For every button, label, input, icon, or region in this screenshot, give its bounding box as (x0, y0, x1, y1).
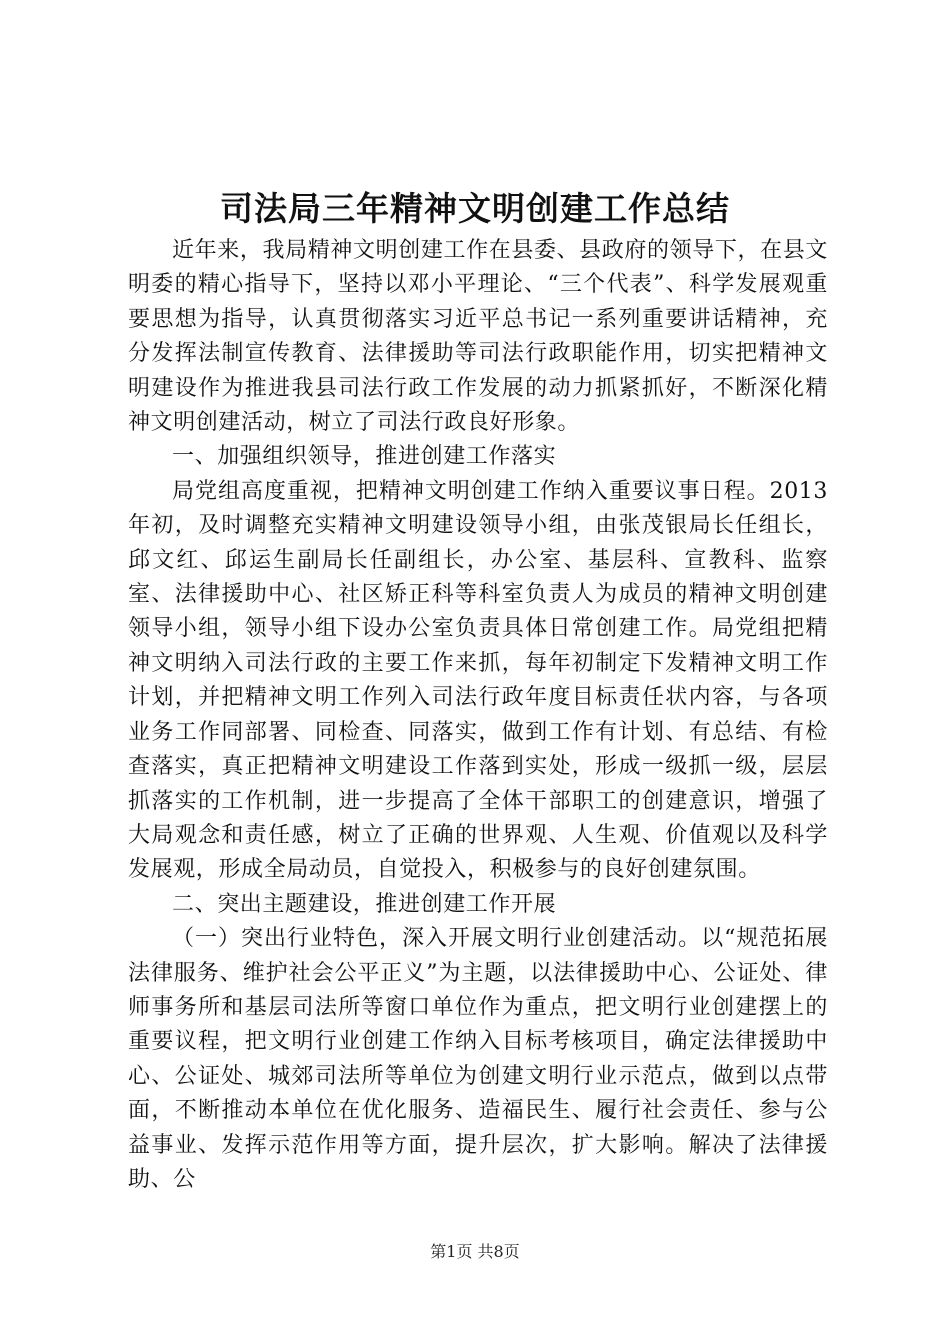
section-heading-2: 二、突出主题建设，推进创建工作开展 (172, 891, 557, 917)
document-body (128, 234, 828, 1197)
paragraph-section-1: 局党组高度重视，把精神文明创建工作纳入重要议事日程。2013年初，及时调整充实精神文明建设领导小组，由张茂银局长任组长，邱文红、邱运生副局长任副组长，办公室、基层科、宣教科、监察室、法律援助中心、社区矫正科等科室负责人为成员的精神文明创建领导小组，领导小组下设办公室负责具体日常创建工作。局党组把精神文明纳入司法行政的主要工作来抓，每年初制定下发精神文明工作计划，并把精神文明工作列入司法行政年度目标责任状内容，与各项业务工作同部署、同检查、同落实，做到工作有计划、有总结、有检查落实，真正把精神文明建设工作落到实处，形成一级抓一级，层层抓落实的工作机制，进一步提高了全体干部职工的创建意识，增强了大局观念和责任感，树立了正确的世界观、人生观、价值观以及科学发展观，形成全局动员，自觉投入，积极参与的良好创建氛围。 (128, 478, 828, 883)
paragraph-section-2-1: （一）突出行业特色，深入开展文明行业创建活动。以“规范拓展法律服务、维护社会公平正义”为主题，以法律援助中心、公证处、律师事务所和基层司法所等窗口单位作为重点，把文明行业创建摆上的重要议程，把文明行业创建工作纳入目标考核项目，确定法律援助中心、公证处、城郊司法所等单位为创建文明行业示范点，做到以点带面，不断推动本单位在优化服务、造福民生、履行社会责任、参与公益事业、发挥示范作用等方面，提升层次，扩大影响。解决了法律援助、公 (128, 926, 828, 1192)
section-heading-1: 一、加强组织领导，推进创建工作落实 (172, 444, 557, 470)
page-footer: 第1页 共8页 (430, 1242, 520, 1261)
paragraph-intro: 近年来，我局精神文明创建工作在县委、县政府的领导下，在县文明委的精心指导下，坚持以邓小平理论、“三个代表”、科学发展观重要思想为指导，认真贯彻落实习近平总书记一系列重要讲话精神，充分发挥法制宣传教育、法律援助等司法行政职能作用，切实把精神文明建设作为推进我县司法行政工作发展的动力抓紧抓好，不断深化精神文明创建活动，树立了司法行政良好形象。 (128, 238, 828, 436)
page-title: 司法局三年精神文明创建工作总结 (220, 189, 730, 228)
